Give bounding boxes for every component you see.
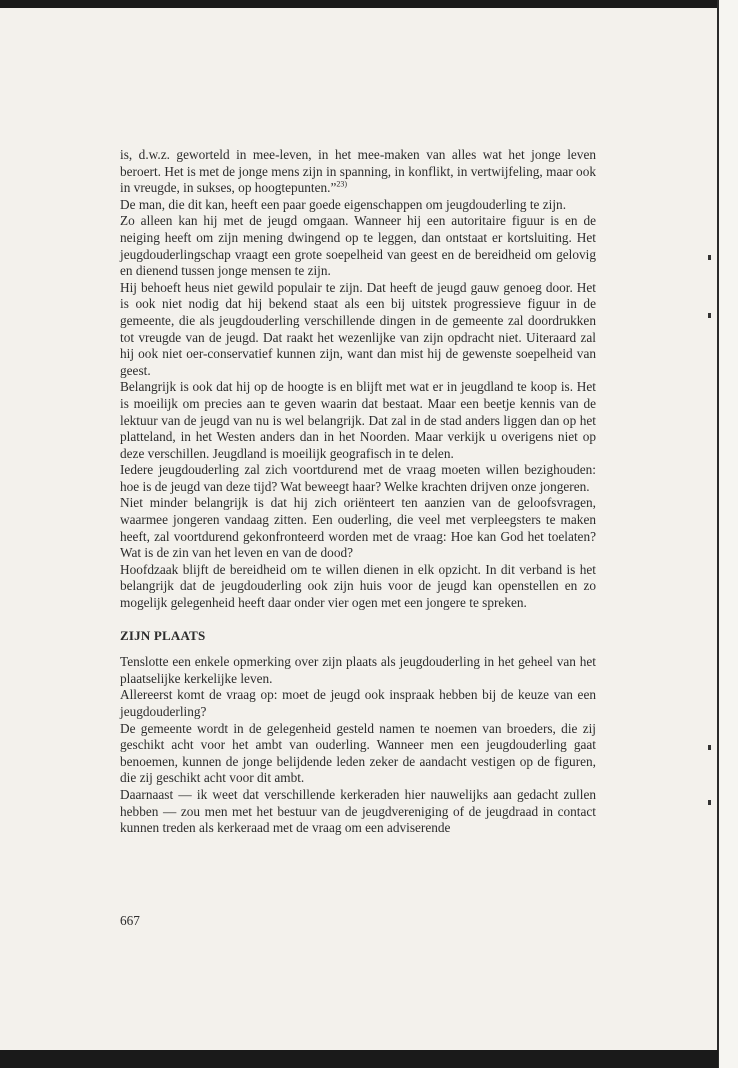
paragraph: De man, die dit kan, heeft een paar goede eigenschappen om jeugdouderling te zijn. bbox=[120, 196, 567, 212]
section-heading: ZIJN PLAATS bbox=[120, 627, 206, 643]
paragraph: Iedere jeugdouderling zal zich voortdurend met de vraag moeten willen bezighouden: hoe is de jeugd van deze tijd? Wat beweegt haar? Welke krachten drijven onze jongeren. bbox=[120, 462, 596, 494]
paragraph: Zo alleen kan hij met de jeugd omgaan. Wanneer hij een autoritaire figuur is en de neiging heeft om zijn mening dwingend op te leggen, dan ontstaat er kortsluiting. Het jeugdouderlingschap vraagt een grote soepelheid van geest en de bereidheid om gelovig en dienend tussen jonge mensen te zijn. bbox=[120, 213, 596, 279]
margin-mark bbox=[708, 800, 711, 805]
scan-bottom-border bbox=[0, 1050, 718, 1068]
body-text bbox=[120, 147, 596, 837]
margin-mark bbox=[708, 255, 711, 260]
page-edge-line bbox=[717, 0, 719, 1068]
margin-mark bbox=[708, 745, 711, 750]
page-number: 667 bbox=[120, 913, 140, 928]
paragraph: Hoofdzaak blijft de bereidheid om te willen dienen in elk opzicht. In dit verband is het belangrijk dat de jeugdouderling ook zijn huis voor de jeugd kan openstellen en zo mogelijk gelegenheid heeft daar onder vier ogen met een jongere te spreken. bbox=[120, 561, 596, 611]
paragraph: is, d.w.z. geworteld in mee-leven, in het mee-maken van alles wat het jonge leven beroert. Het is met de jonge mens zijn in spanning, in konflikt, in vertwijfeling, maar ook in vreugde, in sukses, op hoogtepunten.”$^{23)}$ bbox=[120, 147, 596, 196]
margin-mark bbox=[708, 313, 711, 318]
footnote-reference: 23) bbox=[336, 179, 348, 189]
paragraph: Allereerst komt de vraag op: moet de jeugd ook inspraak hebben bij de keuze van een jeugdouderling? bbox=[120, 687, 596, 719]
paragraph: Daarnaast — ik weet dat verschillende kerkeraden hier nauwelijks aan gedacht zullen hebben — zou men met het bestuur van de jeugdvereniging of de jeugdraad in contact kunnen treden als kerkeraad met de vraag om een adviserende bbox=[120, 786, 596, 836]
paragraph: Belangrijk is ook dat hij op de hoogte is en blijft met wat er in jeugdland te koop is. Het is moeilijk om precies aan te geven waarin dat bestaat. Maar een beetje kennis van de lektuur van de jeugd van nu is wel belangrijk. Dat zal in de stad anders liggen dan op het platteland, in het Westen anders dan in het Noorden. Maar verkijk u overigens niet op deze verschillen. Jeugdland is moeilijk geografisch in te delen. bbox=[120, 379, 596, 461]
paragraph: Niet minder belangrijk is dat hij zich oriënteert ten aanzien van de geloofsvragen, waarmee jongeren vandaag zitten. Een ouderling, die veel met verpleegsters te maken heeft, zal voortdurend gekonfronteerd worden met de vraag: Hoe kan God het toelaten? Wat is de zin van het leven en van de dood? bbox=[120, 495, 596, 561]
paragraph: Hij behoeft heus niet gewild populair te zijn. Dat heeft de jeugd gauw genoeg door. Het is ook niet nodig dat hij bekend staat als een bij uitstek progressieve figuur in de gemeente, die als jeugdouderling verschillende dingen in de gemeente zal doordrukken tot vreugde van de jeugd. Dat raakt het wezenlijke van zijn opdracht niet. Uiteraard zal hij ook niet oer-conservatief kunnen zijn, want dan mist hij de gewenste soepelheid van geest. bbox=[120, 279, 596, 378]
scan-top-border bbox=[0, 0, 738, 8]
scan-right-margin bbox=[718, 0, 738, 1068]
paragraph: De gemeente wordt in de gelegenheid gesteld namen te noemen van broeders, die zij geschikt acht voor het ambt van ouderling. Wanneer men een jeugdouderling gaat benoemen, kunnen de jonge belijdende leden zeker de aandacht vestigen op de figuren, die zij geschikt acht voor dit ambt. bbox=[120, 720, 596, 786]
paragraph: Tenslotte een enkele opmerking over zijn plaats als jeugdouderling in het geheel van het plaatselijke kerkelijke leven. bbox=[120, 654, 596, 686]
